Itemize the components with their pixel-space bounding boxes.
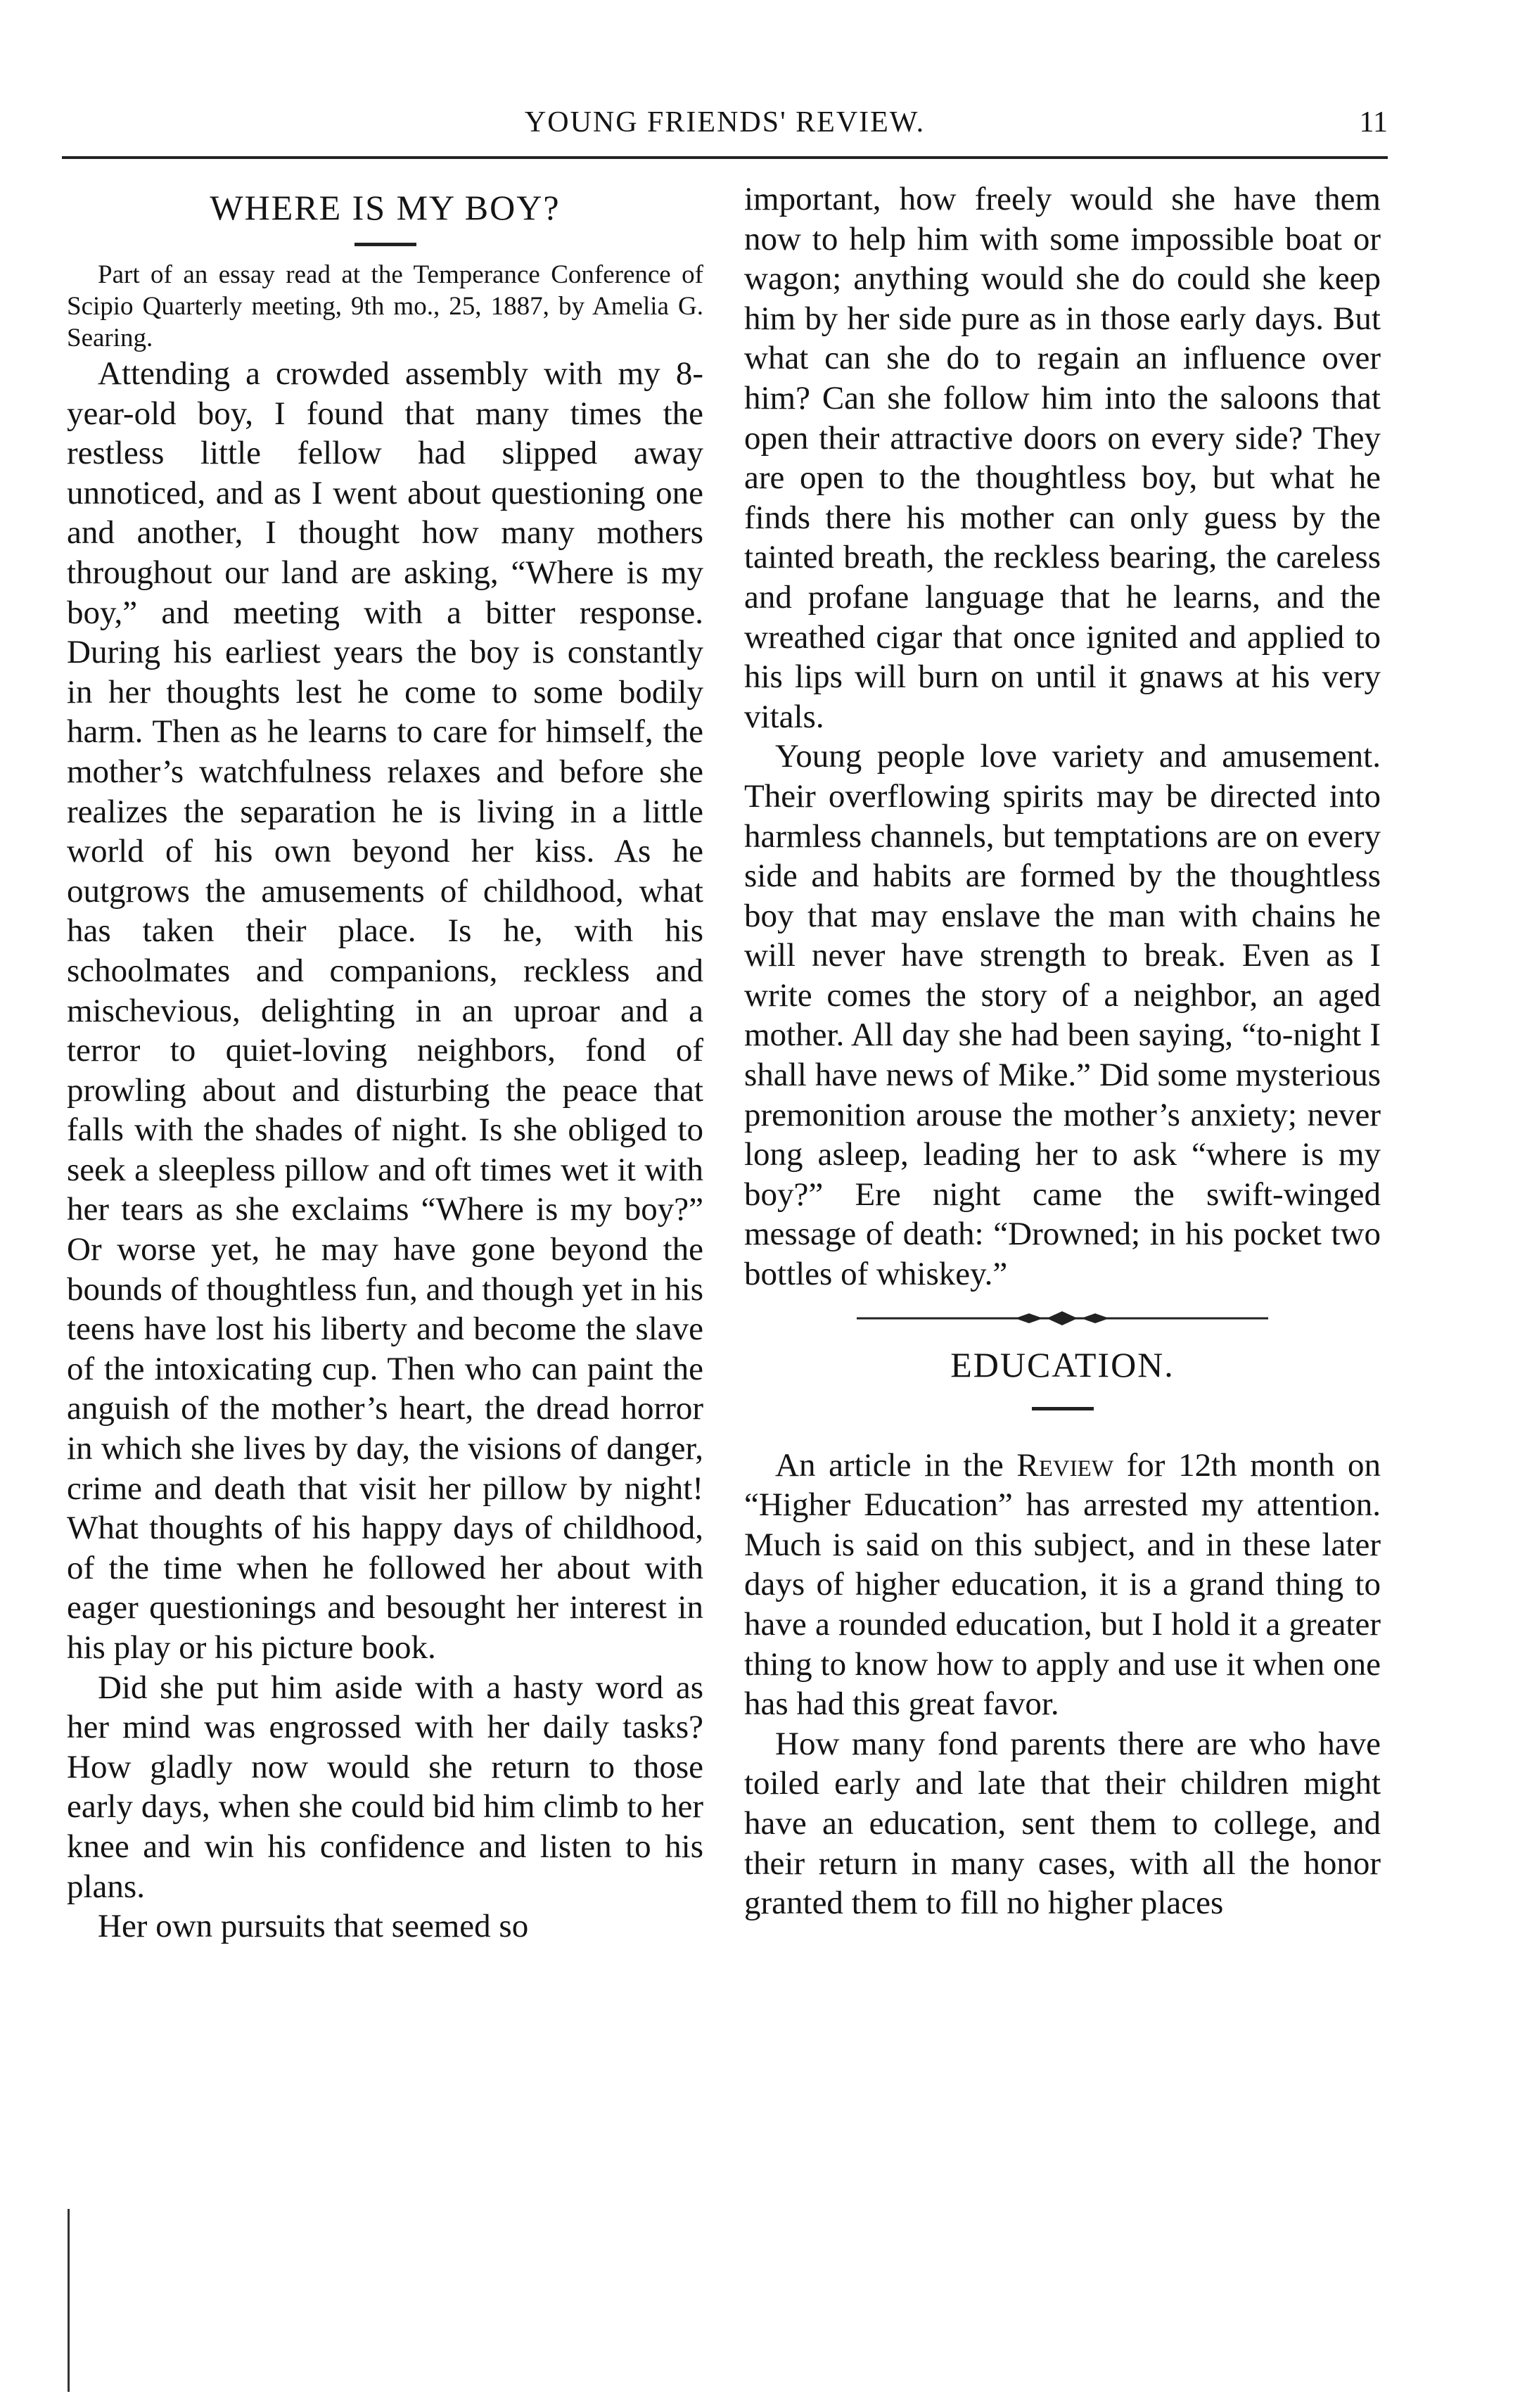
- right-column: [744, 179, 1381, 1923]
- paragraph-continued: important, how freely would she have them now to help him with some impossible boat or wagon; anything would she do could she keep him by her side pure as in those early days. But what can she do to regain an influence over him? Can she follow him into the saloons that open their attractive doors on every side? They are open to the thoughtless boy, but what he finds there his mother can only guess by the tainted breath, the reckless bearing, the careless and profane language that he learns, and the wreathed cigar that once ignited and applied to his lips will burn on until it gnaws at his very vitals.: [744, 181, 1381, 735]
- section-divider-ornament: [744, 1304, 1381, 1332]
- paragraph: Attending a crowded assembly with my 8-year-old boy, I found that many times the restless little fellow had slipped away unnoticed, and as I went about questioning one and another, I thought how many mothers throughout our land are asking, “Where is my boy,” and meeting with a bitter response. During his earliest years the boy is constantly in her thoughts lest he come to some bodily harm. Then as he learns to care for himself, the mother’s watchfulness relaxes and before she realizes the separation he is living in a little world of his own beyond her kiss. As he outgrows the amusements of childhood, what has taken their place. Is he, with his schoolmates and companions, reckless and mischevious, delighting in an uproar and a terror to quiet-loving neighbors, fond of prowling about and disturbing the peace that falls with the shades of night. Is she obliged to seek a sleepless pillow and oft times wet it with her tears as she exclaims “Where is my boy?” Or worse yet, he may have gone beyond the bounds of thoughtless fun, and though yet in his teens have lost his liberty and become the slave of the intoxicating cup. Then who can paint the anguish of the mother’s heart, the dread horror in which she lives by day, the visions of danger, crime and death that visit her pillow by night! What thoughts of his happy days of childhood, of the time when he followed her about with eager questionings and besought her interest in his play or his picture book.: [67, 355, 703, 1666]
- margin-mark: [68, 2209, 70, 2392]
- page-header: [62, 106, 1388, 148]
- paragraph: How many fond parents there are who have toiled early and late that their children might have an education, sent them to college, and their return in many cases, with all the honor granted them to fill no higher places: [744, 1725, 1381, 1922]
- page-number: 11: [1359, 106, 1388, 139]
- title-rule: [1032, 1407, 1094, 1410]
- left-column: [67, 179, 703, 1947]
- paragraph: Young people love variety and amusement. Their overflowing spirits may be directed into harmless channels, but temptations are on every side and habits are formed by the thoughtless boy that may enslave the man with chains he will never have strength to break. Even as I write comes the story of a neighbor, an aged mother. All day she had been saying, “to-night I shall have news of Mike.” Did some mysterious premonition arouse the mother’s anxiety; never long asleep, leading her to ask “where is my boy?” Ere night came the swift-winged message of death: “Drowned; in his pocket two bottles of whiskey.”: [744, 738, 1381, 1293]
- text-run: An article in the: [775, 1446, 1017, 1484]
- header-rule: [62, 156, 1388, 159]
- text-run: for 12th month on “Higher Education” has arrested my attention. Much is said on this subject, and in these later days of higher education, it is a grand thing to have a rounded education, but I hold it a greater thing to know how to apply and use it when one has had this great favor.: [744, 1446, 1381, 1723]
- paragraph: [744, 1446, 1381, 1724]
- paragraph: Her own pursuits that seemed so: [98, 1908, 529, 1945]
- review-small-caps: Review: [1016, 1446, 1113, 1484]
- article-title-education: EDUCATION.: [950, 1344, 1175, 1384]
- paragraph: Did she put him aside with a hasty word as her mind was engrossed with her daily tasks? How gladly now would she return to those early days, when she could bid him climb to her knee and win his confidence and listen to his plans.: [67, 1669, 703, 1905]
- running-title: YOUNG FRIENDS' REVIEW.: [524, 106, 926, 139]
- article-title-where-is-my-boy: WHERE IS MY BOY?: [210, 188, 561, 227]
- title-rule: [355, 243, 416, 246]
- article-byline: Part of an essay read at the Temperance Conference of Scipio Quarterly meeting, 9th mo., 25, 1887, by Amelia G. Searing.: [67, 260, 703, 352]
